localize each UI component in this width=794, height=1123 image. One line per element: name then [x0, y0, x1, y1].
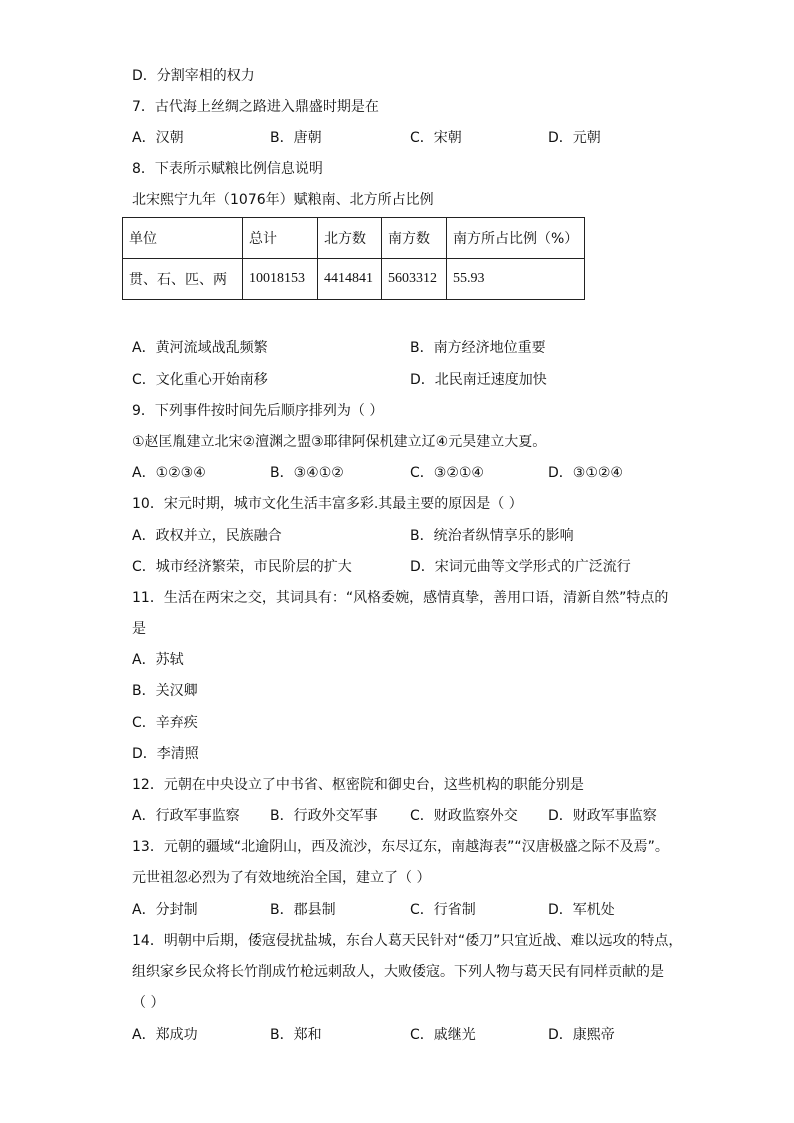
q9-option-d[interactable]: D．③①②④	[548, 465, 623, 481]
q9-option-a[interactable]: A．①②③④	[132, 465, 206, 481]
q12-option-c[interactable]: C．财政监察外交	[410, 808, 518, 824]
q11-option-d[interactable]: D．李清照	[132, 746, 199, 762]
q13-stem: 13．元朝的疆域“北逾阴山，西及流沙，东尽辽东，南越海表”“汉唐极盛之际不及焉”。	[132, 839, 669, 855]
q14-option-c[interactable]: C．戚继光	[410, 1027, 476, 1043]
q8-option-c[interactable]: C．文化重心开始南移	[132, 372, 268, 388]
q14-option-d[interactable]: D．康熙帝	[548, 1027, 615, 1043]
q13-option-a[interactable]: A．分封制	[132, 902, 198, 918]
q9-events: ①赵匡胤建立北宋②澶渊之盟③耶律阿保机建立辽④元昊建立大夏。	[132, 434, 547, 450]
q10-option-d[interactable]: D．宋词元曲等文学形式的广泛流行	[410, 559, 631, 575]
q14-answer-blank: （ ）	[132, 995, 165, 1011]
q13-option-c[interactable]: C．行省制	[410, 902, 476, 918]
q10-stem: 10．宋元时期，城市文化生活丰富多彩.其最主要的原因是（ ）	[132, 496, 523, 512]
table-cell: 10018153	[243, 259, 318, 300]
table-cell: 55.93	[447, 259, 585, 300]
q13-option-b[interactable]: B．郡县制	[270, 902, 336, 918]
q12-stem: 12．元朝在中央设立了中书省、枢密院和御史台，这些机构的职能分别是	[132, 777, 584, 793]
q11-stem-cont: 是	[132, 621, 146, 637]
q11-option-b[interactable]: B．关汉卿	[132, 683, 198, 699]
q6-option-d: D．分割宰相的权力	[132, 68, 255, 84]
table-header-cell: 南方数	[382, 218, 447, 259]
q7-stem: 7．古代海上丝绸之路进入鼎盛时期是在	[132, 99, 379, 115]
q9-option-b[interactable]: B．③④①②	[270, 465, 344, 481]
q13-stem-cont: 元世祖忽必烈为了有效地统治全国，建立了（ ）	[132, 870, 431, 886]
table-row	[123, 259, 585, 300]
table-cell: 贯、石、匹、两	[123, 259, 243, 300]
table-header-cell: 北方数	[318, 218, 382, 259]
q7-option-b[interactable]: B．唐朝	[270, 130, 322, 146]
q12-option-b[interactable]: B．行政外交军事	[270, 808, 378, 824]
table-header-cell: 总计	[243, 218, 318, 259]
q7-option-a[interactable]: A．汉朝	[132, 130, 184, 146]
q14-option-a[interactable]: A．郑成功	[132, 1027, 198, 1043]
table-cell: 4414841	[318, 259, 382, 300]
grain-ratio-table	[122, 217, 585, 300]
q8-option-d[interactable]: D．北民南迁速度加快	[410, 372, 547, 388]
q12-option-a[interactable]: A．行政军事监察	[132, 808, 240, 824]
q10-option-a[interactable]: A．政权并立，民族融合	[132, 528, 282, 544]
q8-stem: 8．下表所示赋粮比例信息说明	[132, 161, 323, 177]
q14-option-b[interactable]: B．郑和	[270, 1027, 322, 1043]
table-header-cell: 南方所占比例（%）	[447, 218, 585, 259]
q9-stem: 9．下列事件按时间先后顺序排列为（ ）	[132, 403, 384, 419]
q11-stem: 11．生活在两宋之交，其词具有：“风格委婉，感情真挚，善用口语，清新自然”特点的	[132, 590, 669, 606]
q8-option-b[interactable]: B．南方经济地位重要	[410, 340, 546, 356]
q8-table-caption: 北宋熙宁九年（1076年）赋粮南、北方所占比例	[132, 192, 434, 208]
table-header-cell: 单位	[123, 218, 243, 259]
q11-option-c[interactable]: C．辛弃疾	[132, 715, 198, 731]
q14-stem: 14．明朝中后期，倭寇侵扰盐城，东台人葛天民针对“倭刀”只宜近战、难以远攻的特点，	[132, 933, 683, 949]
q10-option-b[interactable]: B．统治者纵情享乐的影响	[410, 528, 574, 544]
q14-stem-cont: 组织家乡民众将长竹削成竹枪远刺敌人，大败倭寇。下列人物与葛天民有同样贡献的是	[132, 964, 664, 980]
q7-option-d[interactable]: D．元朝	[548, 130, 601, 146]
q11-option-a[interactable]: A．苏轼	[132, 652, 184, 668]
q8-option-a[interactable]: A．黄河流域战乱频繁	[132, 340, 268, 356]
table-header-row	[123, 218, 585, 259]
q13-option-d[interactable]: D．军机处	[548, 902, 615, 918]
q12-option-d[interactable]: D．财政军事监察	[548, 808, 657, 824]
table-cell: 5603312	[382, 259, 447, 300]
q10-option-c[interactable]: C．城市经济繁荣，市民阶层的扩大	[132, 559, 352, 575]
q9-option-c[interactable]: C．③②①④	[410, 465, 484, 481]
q7-option-c[interactable]: C．宋朝	[410, 130, 462, 146]
